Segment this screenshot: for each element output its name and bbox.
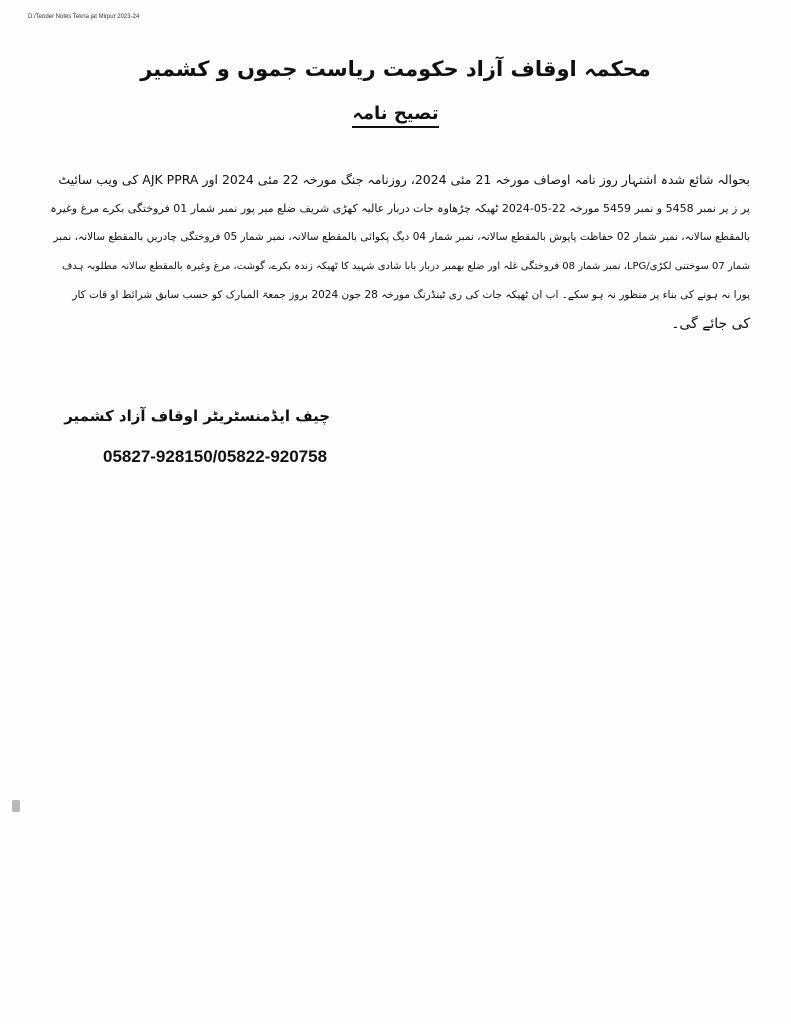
notice-body (44, 165, 750, 339)
notice-line: پورا نہ ہونے کی بناء پر منظور نہ ہو سکے۔ اب ان ٹھیکہ جات کی ری ٹینڈرنگ مورخہ 28 جون 2024 بروز جمعۃ المبارک کو حسب سابق شرائط او قات کار (72, 289, 750, 301)
notice-line: شمار 07 سوختنی لکڑی/LPG، نمبر شمار 08 فروختگی غلہ اور ضلع بھمبر دربار بابا شادی شہید کا ٹھیکہ زندہ بکرے، گوشت، مرغ وغیرہ بالمقطع سالانہ مطلوبہ ہدف (62, 261, 750, 272)
contact-phone-numbers: 05827-928150/05822-920758 (103, 447, 328, 466)
scan-artifact (12, 800, 20, 812)
corrigendum-title (0, 103, 791, 124)
department-heading: محکمہ اوقاف آزاد حکومت ریاست جموں و کشمیر (140, 57, 651, 81)
file-path-label: D:/Tender Notes Tekna jat Mirpur 2023-24 (28, 14, 140, 20)
corrigendum-title-text: تصیح نامہ (352, 103, 438, 128)
notice-line: پر ز یر نمبر 5458 و نمبر 5459 مورخہ 22-05-2024 ٹھیکہ چڑھاوہ جات دربار عالیہ کھڑی شریف ضلع میر پور نمبر شمار 01 فروختگی بکرے مرغ وغیرہ (50, 202, 750, 215)
notice-line: کی جائے گی۔ (671, 316, 750, 332)
signatory-designation: چیف ایڈمنسٹریٹر اوقاف آزاد کشمیر (64, 407, 330, 425)
notice-line: بحوالہ شائع شدہ اشتہار روز نامہ اوصاف مورخہ 21 مئی 2024، روزنامہ جنگ مورخہ 22 مئی 2024 اور AJK PPRA کی ویب سائیٹ (58, 172, 750, 187)
notice-line: بالمقطع سالانہ، نمبر شمار 02 حفاظت پاپوش بالمقطع سالانہ، نمبر شمار 04 دیگ پکوائی بالمقطع سالانہ، نمبر شمار 05 فروختگی چادریں بالمقطع سالانہ، نمبر (53, 231, 750, 243)
